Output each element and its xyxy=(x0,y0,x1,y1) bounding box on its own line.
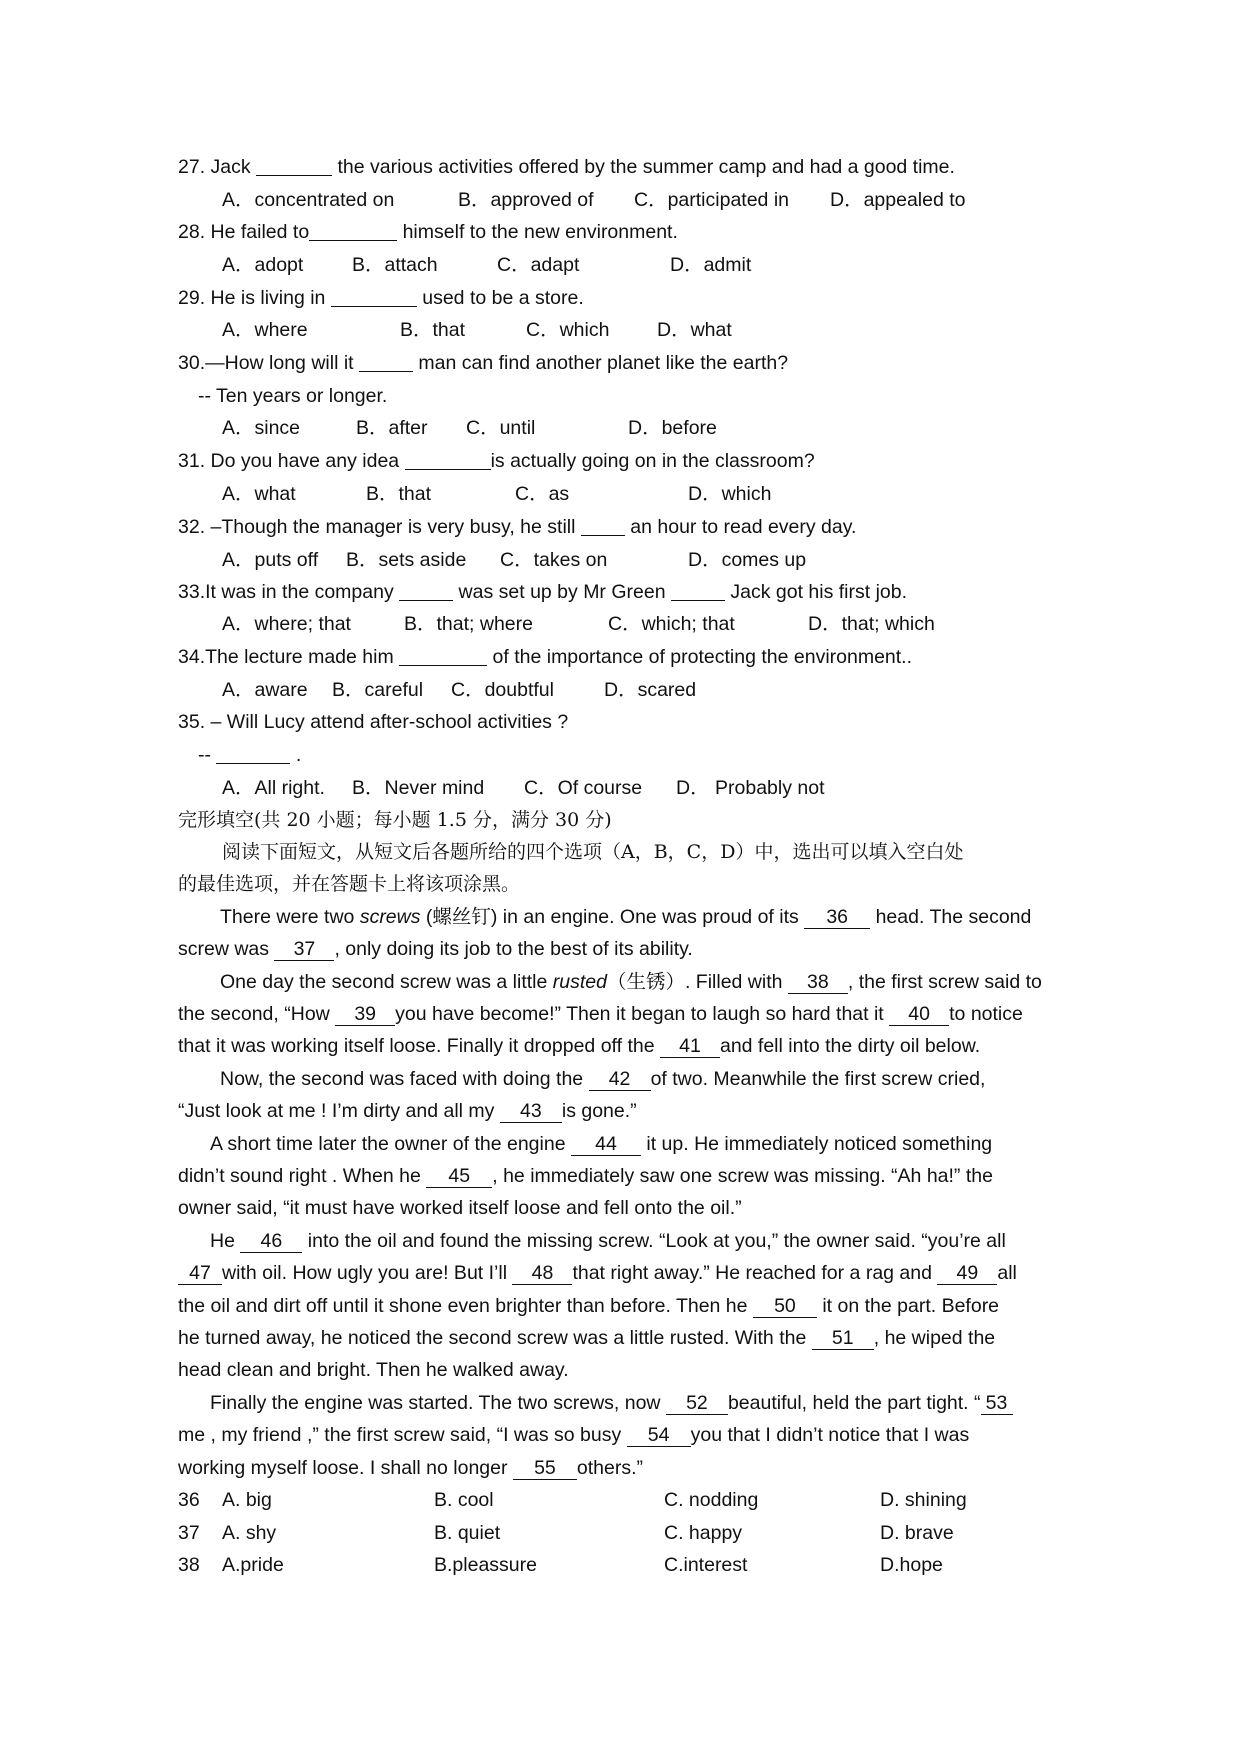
answer-number: 38 xyxy=(178,1554,200,1576)
question-32: 32. –Though the manager is very busy, he still an hour to read every day. xyxy=(178,516,857,538)
passage-line: 47 with oil. How ugly you are! But I’ll 48 that right away.” He reached for a rag and 49 all xyxy=(178,1257,1017,1289)
answer-blank xyxy=(405,449,491,470)
blank-48: 48 xyxy=(512,1262,572,1285)
answer-number: 36 xyxy=(178,1489,200,1511)
blank-53: 53 xyxy=(981,1392,1013,1415)
blank-45: 45 xyxy=(426,1165,492,1188)
option-c: C. nodding xyxy=(664,1489,759,1511)
option-b: B．that; where xyxy=(404,613,533,635)
blank-46: 46 xyxy=(240,1230,302,1253)
passage-line: There were two screws (螺丝钉) in an engine. One was proud of its 36 head. The second xyxy=(220,906,1032,928)
option-c: C．adapt xyxy=(497,254,580,276)
option-a: A．adopt xyxy=(222,254,304,276)
option-a: A．concentrated on xyxy=(222,189,395,211)
option-d: D．which xyxy=(688,483,772,505)
passage-line: me , my friend ,” the first screw said, “I was so busy 54 you that I didn’t notice that I was xyxy=(178,1424,970,1446)
option-c: C．Of course xyxy=(524,777,643,799)
option-b: B．that xyxy=(366,483,432,505)
option-c: C.interest xyxy=(664,1554,748,1576)
option-b: B. cool xyxy=(434,1489,494,1511)
passage-line: “Just look at me ! I’m dirty and all my 43 is gone.” xyxy=(178,1100,637,1122)
option-b: B. quiet xyxy=(434,1522,501,1544)
section-instruction: 阅读下面短文，从短文后各题所给的四个选项（A，B，C，D）中，选出可以填入空白处 xyxy=(222,841,964,863)
option-d: D．scared xyxy=(604,679,697,701)
blank-50: 50 xyxy=(753,1295,817,1318)
answer-blank xyxy=(331,286,417,307)
option-c: C．which; that xyxy=(608,613,735,635)
option-a: A．puts off xyxy=(222,549,319,571)
blank-55: 55 xyxy=(513,1457,577,1480)
option-b: B.pleassure xyxy=(434,1554,537,1576)
option-a: A．aware xyxy=(222,679,308,701)
option-a: A. shy xyxy=(222,1522,277,1544)
blank-42: 42 xyxy=(589,1068,651,1091)
blank-47: 47 xyxy=(178,1262,222,1285)
passage-line: the oil and dirt off until it shone even brighter than before. Then he 50 it on the part. Before xyxy=(178,1295,1000,1317)
passage-line: He 46 into the oil and found the missing screw. “Look at you,” the owner said. “you’re all xyxy=(210,1230,1006,1252)
answer-blank xyxy=(581,515,625,536)
option-d: D．appealed to xyxy=(830,189,966,211)
option-d: D.hope xyxy=(880,1554,943,1576)
option-b: B．careful xyxy=(332,679,424,701)
blank-37: 37 xyxy=(274,938,334,961)
passage-line: didn’t sound right . When he 45 , he immediately saw one screw was missing. “Ah ha!” the xyxy=(178,1165,993,1187)
section-instruction-cont: 的最佳选项，并在答题卡上将该项涂黑。 xyxy=(178,873,521,895)
question-33: 33.It was in the company was set up by Mr Green Jack got his first job. xyxy=(178,581,908,603)
passage-line: owner said, “it must have worked itself loose and fell onto the oil.” xyxy=(178,1197,742,1219)
option-d: D．that; which xyxy=(808,613,935,635)
passage-line: working myself loose. I shall no longer 55 others.” xyxy=(178,1457,644,1479)
option-d: D．what xyxy=(657,319,732,341)
option-d: D． Probably not xyxy=(676,777,825,799)
blank-49: 49 xyxy=(937,1262,997,1285)
option-a: A．All right. xyxy=(222,777,325,799)
option-a: A．what xyxy=(222,483,296,505)
question-27: 27. Jack the various activities offered by the summer camp and had a good time. xyxy=(178,156,955,178)
answer-blank xyxy=(399,580,453,601)
answer-blank xyxy=(671,580,725,601)
passage-line: Now, the second was faced with doing the 42 of two. Meanwhile the first screw cried, xyxy=(220,1068,986,1090)
passage-line: A short time later the owner of the engine 44 it up. He immediately noticed something xyxy=(210,1133,993,1155)
blank-36: 36 xyxy=(804,906,870,929)
answer-number: 37 xyxy=(178,1522,200,1544)
blank-52: 52 xyxy=(666,1392,728,1415)
blank-39: 39 xyxy=(335,1003,395,1026)
option-c: C．takes on xyxy=(500,549,608,571)
option-a: A．since xyxy=(222,417,301,439)
option-c: C．participated in xyxy=(634,189,789,211)
passage-line: One day the second screw was a little rusted（生锈）. Filled with 38 , the first screw said to xyxy=(220,971,1042,993)
passage-line: he turned away, he noticed the second screw was a little rusted. With the 51 , he wiped the xyxy=(178,1327,996,1349)
option-a: A．where; that xyxy=(222,613,351,635)
question-30-response: -- Ten years or longer. xyxy=(198,385,388,407)
option-d: D．before xyxy=(628,417,717,439)
blank-40: 40 xyxy=(889,1003,949,1026)
section-title: 完形填空(共 20 小题；每小题 1.5 分，满分 30 分) xyxy=(178,809,612,831)
option-b: B．sets aside xyxy=(346,549,467,571)
question-29: 29. He is living in used to be a store. xyxy=(178,287,584,309)
passage-line: head clean and bright. Then he walked away. xyxy=(178,1359,569,1381)
question-35: 35. – Will Lucy attend after-school activities ? xyxy=(178,711,569,733)
answer-blank xyxy=(256,155,332,176)
option-b: B．approved of xyxy=(458,189,594,211)
answer-blank xyxy=(309,220,397,241)
option-b: B．that xyxy=(400,319,466,341)
option-a: A. big xyxy=(222,1489,272,1511)
blank-38: 38 xyxy=(788,971,848,994)
option-d: D．admit xyxy=(670,254,752,276)
option-c: C．which xyxy=(526,319,610,341)
question-31: 31. Do you have any idea is actually going on in the classroom? xyxy=(178,450,815,472)
option-c: C．as xyxy=(515,483,570,505)
option-b: B．after xyxy=(356,417,428,439)
option-a: A.pride xyxy=(222,1554,284,1576)
option-d: D. brave xyxy=(880,1522,954,1544)
passage-line: screw was 37 , only doing its job to the best of its ability. xyxy=(178,938,693,960)
question-35-response: -- . xyxy=(198,744,302,766)
passage-line: Finally the engine was started. The two screws, now 52 beautiful, held the part tight. “ 53 xyxy=(210,1387,1013,1419)
option-d: D．comes up xyxy=(688,549,807,571)
blank-43: 43 xyxy=(500,1100,562,1123)
option-c: C．until xyxy=(466,417,536,439)
question-34: 34.The lecture made him of the importance of protecting the environment.. xyxy=(178,646,913,668)
blank-41: 41 xyxy=(660,1035,720,1058)
option-d: D. shining xyxy=(880,1489,967,1511)
option-b: B．attach xyxy=(352,254,438,276)
option-b: B．Never mind xyxy=(352,777,485,799)
question-30: 30.—How long will it man can find another planet like the earth? xyxy=(178,352,789,374)
blank-44: 44 xyxy=(571,1133,641,1156)
option-a: A．where xyxy=(222,319,308,341)
passage-line: the second, “How 39 you have become!” Then it began to laugh so hard that it 40 to notice xyxy=(178,1003,1023,1025)
blank-51: 51 xyxy=(812,1327,874,1350)
blank-54: 54 xyxy=(627,1424,691,1447)
question-28: 28. He failed to himself to the new environment. xyxy=(178,221,678,243)
passage-line: that it was working itself loose. Finally it dropped off the 41 and fell into the dirty oil below. xyxy=(178,1035,981,1057)
option-c: C．doubtful xyxy=(451,679,554,701)
option-c: C. happy xyxy=(664,1522,743,1544)
answer-blank xyxy=(216,743,290,764)
answer-blank xyxy=(399,645,487,666)
answer-blank xyxy=(359,351,413,372)
